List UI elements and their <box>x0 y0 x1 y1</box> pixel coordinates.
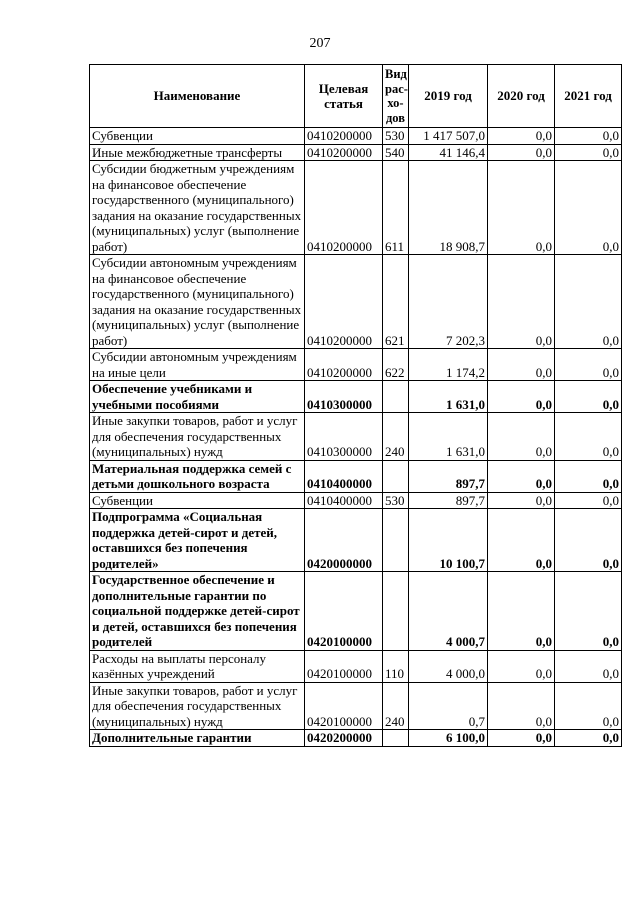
row-value-2019-cell: 0,7 <box>409 682 488 730</box>
budget-table <box>89 64 622 747</box>
row-name-cell: Субвенции <box>90 492 305 509</box>
row-value-2020-cell: 0,0 <box>488 413 555 461</box>
row-name-cell: Иные закупки товаров, работ и услуг для обеспечения государственных (муниципальных) нужд <box>90 682 305 730</box>
header-vid-line2: рас- <box>385 81 408 96</box>
row-value-2019-cell: 4 000,7 <box>409 572 488 651</box>
header-2020: 2020 год <box>488 65 555 128</box>
row-target-code-cell: 0410200000 <box>305 255 383 349</box>
row-value-2021-cell: 0,0 <box>555 650 622 682</box>
row-value-2021-cell: 0,0 <box>555 492 622 509</box>
row-value-2019-cell: 41 146,4 <box>409 144 488 161</box>
header-2019: 2019 год <box>409 65 488 128</box>
row-value-2019-cell: 1 417 507,0 <box>409 128 488 145</box>
header-target-article <box>305 65 383 128</box>
row-value-2019-cell: 897,7 <box>409 492 488 509</box>
row-value-2021-cell: 0,0 <box>555 161 622 255</box>
row-value-2020-cell: 0,0 <box>488 509 555 572</box>
row-name-cell: Дополнительные гарантии <box>90 730 305 747</box>
row-expense-type-cell: 240 <box>383 682 409 730</box>
row-value-2020-cell: 0,0 <box>488 255 555 349</box>
row-value-2019-cell: 18 908,7 <box>409 161 488 255</box>
header-target-line2: статья <box>324 96 363 111</box>
row-value-2021-cell: 0,0 <box>555 730 622 747</box>
table-row <box>90 349 622 381</box>
table-row <box>90 682 622 730</box>
row-value-2021-cell: 0,0 <box>555 682 622 730</box>
row-target-code-cell: 0420100000 <box>305 682 383 730</box>
table-row <box>90 255 622 349</box>
row-name-cell: Расходы на выплаты персоналу казённых учреждений <box>90 650 305 682</box>
row-name-cell: Иные межбюджетные трансферты <box>90 144 305 161</box>
row-value-2020-cell: 0,0 <box>488 572 555 651</box>
row-expense-type-cell: 611 <box>383 161 409 255</box>
row-value-2021-cell: 0,0 <box>555 460 622 492</box>
header-target-line1: Целевая <box>318 80 369 96</box>
row-expense-type-cell: 622 <box>383 349 409 381</box>
table-row <box>90 460 622 492</box>
row-expense-type-cell <box>383 381 409 413</box>
row-value-2020-cell: 0,0 <box>488 349 555 381</box>
row-value-2020-cell: 0,0 <box>488 144 555 161</box>
row-target-code-cell: 0410300000 <box>305 413 383 461</box>
row-name-cell: Субсидии автономным учреждениям на финансовое обеспечение государственного (муниципального) задания на оказание государственных (муниципальных) услуг (выполнение работ) <box>90 255 305 349</box>
page-number: 207 <box>309 36 331 51</box>
row-value-2021-cell: 0,0 <box>555 128 622 145</box>
row-target-code-cell: 0410200000 <box>305 128 383 145</box>
row-value-2021-cell: 0,0 <box>555 509 622 572</box>
header-vid-line4: дов <box>385 110 405 125</box>
row-target-code-cell: 0420200000 <box>305 730 383 747</box>
row-value-2019-cell: 1 631,0 <box>409 413 488 461</box>
row-value-2019-cell: 1 631,0 <box>409 381 488 413</box>
row-name-cell: Подпрограмма «Социальная поддержка детей-сирот и детей, оставшихся без попечения родителей» <box>90 509 305 572</box>
table-row <box>90 730 622 747</box>
row-target-code-cell: 0410400000 <box>305 492 383 509</box>
row-name-cell: Иные закупки товаров, работ и услуг для обеспечения государственных (муниципальных) нужд <box>90 413 305 461</box>
row-name-cell: Государственное обеспечение и дополнительные гарантии по социальной поддержке детей-сирот и детей, оставшихся без попечения родителей <box>90 572 305 651</box>
row-expense-type-cell: 530 <box>383 128 409 145</box>
row-value-2019-cell: 6 100,0 <box>409 730 488 747</box>
row-value-2019-cell: 7 202,3 <box>409 255 488 349</box>
row-name-cell: Субвенции <box>90 128 305 145</box>
row-target-code-cell: 0410200000 <box>305 144 383 161</box>
row-value-2020-cell: 0,0 <box>488 381 555 413</box>
row-expense-type-cell <box>383 730 409 747</box>
row-target-code-cell: 0410300000 <box>305 381 383 413</box>
row-value-2020-cell: 0,0 <box>488 460 555 492</box>
row-value-2020-cell: 0,0 <box>488 650 555 682</box>
row-value-2020-cell: 0,0 <box>488 730 555 747</box>
header-expense-type <box>383 65 409 128</box>
row-value-2019-cell: 897,7 <box>409 460 488 492</box>
table-row <box>90 492 622 509</box>
row-expense-type-cell: 540 <box>383 144 409 161</box>
row-target-code-cell: 0410400000 <box>305 460 383 492</box>
row-value-2019-cell: 10 100,7 <box>409 509 488 572</box>
header-vid-line3: хо- <box>387 96 404 110</box>
table-row <box>90 161 622 255</box>
row-value-2020-cell: 0,0 <box>488 128 555 145</box>
row-expense-type-cell <box>383 572 409 651</box>
table-body <box>90 128 622 747</box>
row-name-cell: Субсидии бюджетным учреждениям на финансовое обеспечение государственного (муниципального) задания на оказание государственных (муниципальных) услуг (выполнение работ) <box>90 161 305 255</box>
row-target-code-cell: 0420100000 <box>305 572 383 651</box>
row-expense-type-cell <box>383 509 409 572</box>
header-vid-line1: Вид <box>385 67 407 81</box>
table-row <box>90 509 622 572</box>
row-expense-type-cell: 530 <box>383 492 409 509</box>
row-expense-type-cell: 240 <box>383 413 409 461</box>
row-value-2021-cell: 0,0 <box>555 413 622 461</box>
table-row <box>90 381 622 413</box>
row-expense-type-cell <box>383 460 409 492</box>
table-header-row <box>90 65 622 128</box>
row-value-2020-cell: 0,0 <box>488 682 555 730</box>
row-value-2021-cell: 0,0 <box>555 144 622 161</box>
row-value-2020-cell: 0,0 <box>488 161 555 255</box>
header-2021: 2021 год <box>555 65 622 128</box>
row-value-2021-cell: 0,0 <box>555 255 622 349</box>
table-row <box>90 572 622 651</box>
table-row <box>90 650 622 682</box>
row-value-2019-cell: 1 174,2 <box>409 349 488 381</box>
row-value-2021-cell: 0,0 <box>555 381 622 413</box>
row-target-code-cell: 0420000000 <box>305 509 383 572</box>
table-row <box>90 144 622 161</box>
table-row <box>90 413 622 461</box>
row-name-cell: Обеспечение учебниками и учебными пособиями <box>90 381 305 413</box>
row-value-2019-cell: 4 000,0 <box>409 650 488 682</box>
row-target-code-cell: 0410200000 <box>305 349 383 381</box>
header-name: Наименование <box>90 65 305 128</box>
row-target-code-cell: 0420100000 <box>305 650 383 682</box>
row-target-code-cell: 0410200000 <box>305 161 383 255</box>
table-row <box>90 128 622 145</box>
row-expense-type-cell: 621 <box>383 255 409 349</box>
row-value-2021-cell: 0,0 <box>555 572 622 651</box>
row-value-2020-cell: 0,0 <box>488 492 555 509</box>
row-name-cell: Материальная поддержка семей с детьми дошкольного возраста <box>90 460 305 492</box>
row-name-cell: Субсидии автономным учреждениям на иные цели <box>90 349 305 381</box>
row-value-2021-cell: 0,0 <box>555 349 622 381</box>
row-expense-type-cell: 110 <box>383 650 409 682</box>
